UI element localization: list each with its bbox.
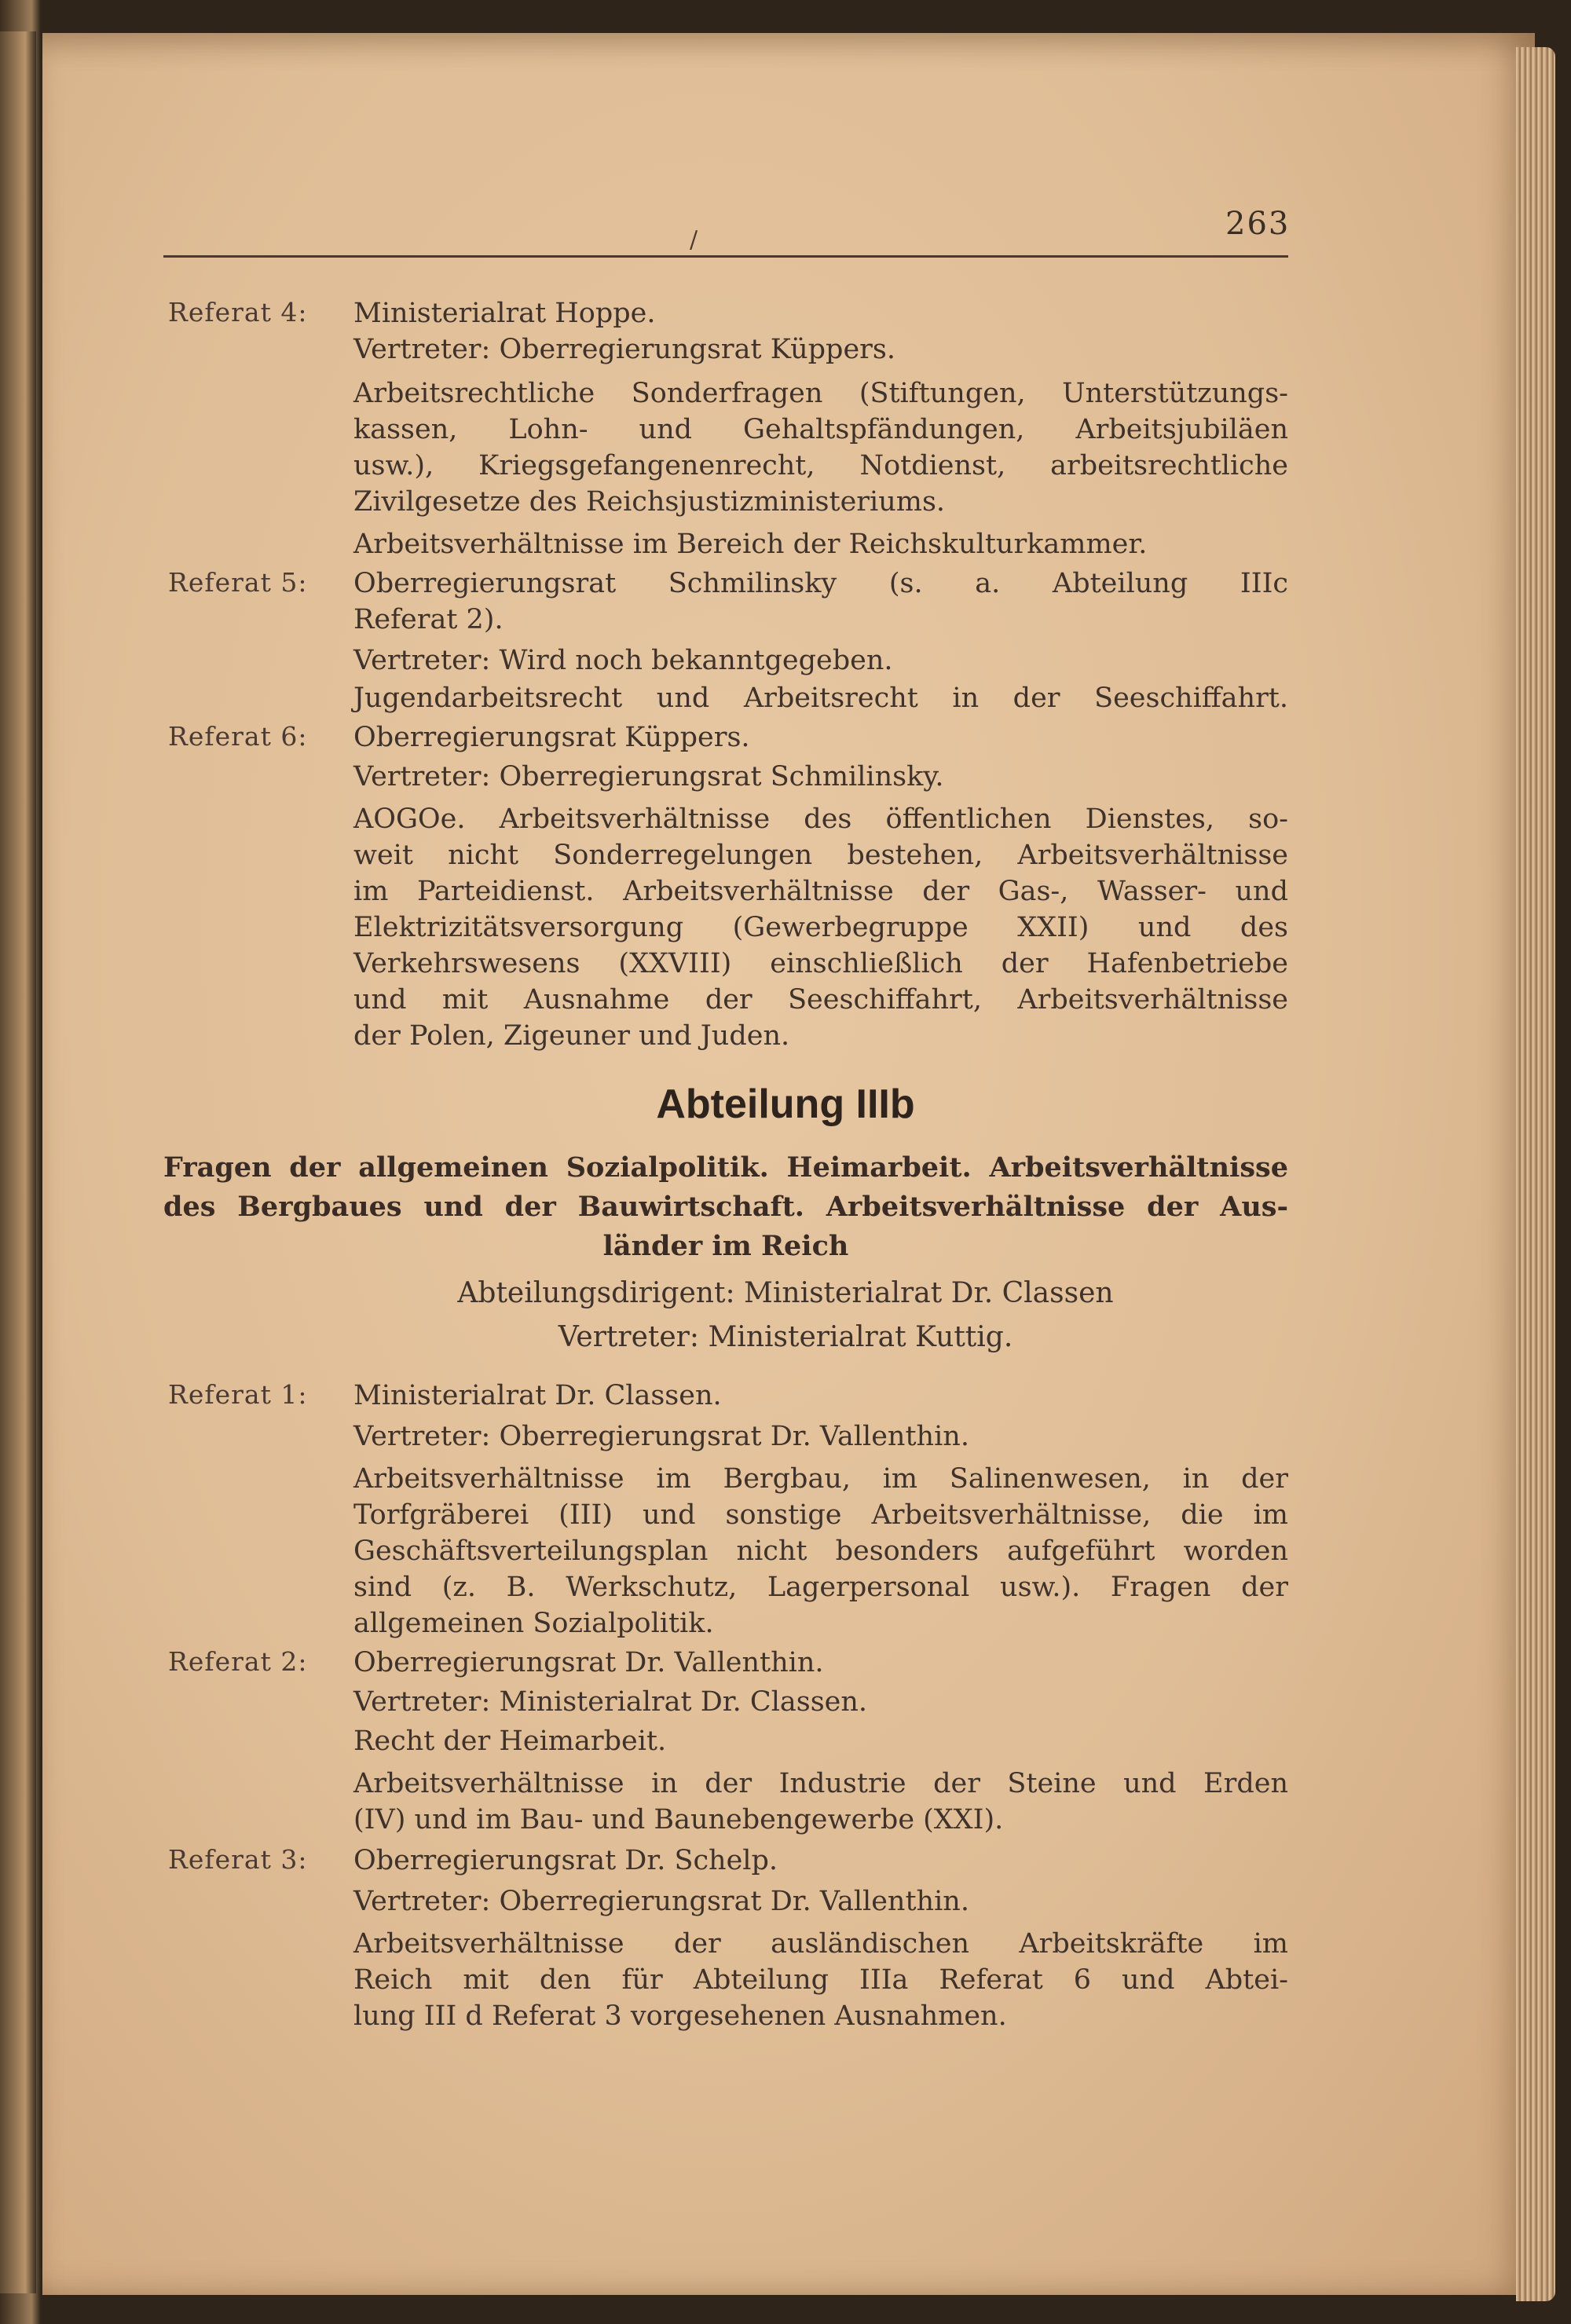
section-subtitle-line: des Bergbaues und der Bauwirtschaft. Arbeitsverhältnisse der Aus- bbox=[163, 1191, 1288, 1223]
text-line: Jugendarbeitsrecht und Arbeitsrecht in der Seeschiffahrt. bbox=[353, 683, 1288, 714]
text-line: Geschäftsverteilungsplan nicht besonders aufgeführt worden bbox=[353, 1535, 1288, 1567]
text-line: AOGOe. Arbeitsverhältnisse des öffentlichen Dienstes, so- bbox=[353, 803, 1288, 835]
referat-label: Referat 1: bbox=[168, 1379, 308, 1410]
referat-label: Referat 3: bbox=[168, 1844, 308, 1875]
text-line: Vertreter: Oberregierungsrat Dr. Vallenthin. bbox=[353, 1886, 969, 1917]
section-heading: Abteilung IIIb bbox=[656, 1081, 915, 1127]
text-line: Recht der Heimarbeit. bbox=[353, 1726, 667, 1757]
department-deputy: Vertreter: Ministerialrat Kuttig. bbox=[558, 1321, 1013, 1353]
referat-label: Referat 5: bbox=[168, 567, 308, 598]
text-line: Arbeitsrechtliche Sonderfragen (Stiftungen, Unterstützungs- bbox=[353, 378, 1288, 409]
text-line: Zivilgesetze des Reichsjustizministeriums. bbox=[353, 486, 946, 518]
text-line: Vertreter: Wird noch bekanntgegeben. bbox=[353, 645, 893, 676]
rule-mark: / bbox=[690, 226, 698, 254]
text-line: (IV) und im Bau- und Baunebengewerbe (XXI). bbox=[353, 1804, 1004, 1835]
text-line: Oberregierungsrat Küppers. bbox=[353, 722, 750, 753]
text-line: Vertreter: Oberregierungsrat Schmilinsky. bbox=[353, 761, 944, 792]
text-line: im Parteidienst. Arbeitsverhältnisse der Gas-, Wasser- und bbox=[353, 876, 1288, 907]
referat-label: Referat 4: bbox=[168, 297, 308, 328]
text-line: Oberregierungsrat Dr. Vallenthin. bbox=[353, 1647, 824, 1678]
text-line: Elektrizitätsversorgung (Gewerbegruppe XXII) und des bbox=[353, 912, 1288, 943]
header-rule bbox=[163, 255, 1288, 258]
text-line: Arbeitsverhältnisse im Bereich der Reichskulturkammer. bbox=[353, 529, 1148, 560]
text-line: und mit Ausnahme der Seeschiffahrt, Arbeitsverhältnisse bbox=[353, 984, 1288, 1016]
text-line: lung III d Referat 3 vorgesehenen Ausnahmen. bbox=[353, 2000, 1007, 2032]
referat-label: Referat 6: bbox=[168, 721, 308, 752]
text-line: Vertreter: Oberregierungsrat Küppers. bbox=[353, 334, 895, 365]
text-line: Oberregierungsrat Schmilinsky (s. a. Abteilung IIIc bbox=[353, 568, 1288, 599]
text-line: der Polen, Zigeuner und Juden. bbox=[353, 1020, 790, 1052]
section-subtitle-line: Fragen der allgemeinen Sozialpolitik. Heimarbeit. Arbeitsverhältnisse bbox=[163, 1151, 1288, 1184]
text-line: usw.), Kriegsgefangenenrecht, Notdienst, arbeitsrechtliche bbox=[353, 450, 1288, 481]
text-line: Arbeitsverhältnisse im Bergbau, im Salinenwesen, in der bbox=[353, 1463, 1288, 1495]
text-line: Ministerialrat Hoppe. bbox=[353, 298, 656, 329]
section-subtitle-line: länder im Reich bbox=[602, 1230, 849, 1262]
text-line: Reich mit den für Abteilung IIIa Referat 6 und Abtei- bbox=[353, 1964, 1288, 1996]
text-line: Ministerialrat Dr. Classen. bbox=[353, 1380, 722, 1411]
text-line: allgemeinen Sozialpolitik. bbox=[353, 1608, 714, 1639]
text-line: Referat 2). bbox=[353, 604, 504, 635]
text-line: kassen, Lohn- und Gehaltspfändungen, Arbeitsjubiläen bbox=[353, 414, 1288, 445]
text-line: Vertreter: Ministerialrat Dr. Classen. bbox=[353, 1686, 868, 1718]
text-line: Oberregierungsrat Dr. Schelp. bbox=[353, 1845, 778, 1876]
text-line: sind (z. B. Werkschutz, Lagerpersonal usw.). Fragen der bbox=[353, 1572, 1288, 1603]
text-line: Torfgräberei (III) und sonstige Arbeitsverhältnisse, die im bbox=[353, 1499, 1288, 1531]
text-line: Verkehrswesens (XXVIII) einschließlich der Hafenbetriebe bbox=[353, 948, 1288, 979]
department-head: Abteilungsdirigent: Ministerialrat Dr. Classen bbox=[457, 1277, 1114, 1309]
text-line: Arbeitsverhältnisse in der Industrie der Steine und Erden bbox=[353, 1768, 1288, 1799]
page-number: 263 bbox=[1225, 206, 1291, 242]
text-line: Vertreter: Oberregierungsrat Dr. Vallenthin. bbox=[353, 1421, 969, 1452]
text-line: weit nicht Sonderregelungen bestehen, Arbeitsverhältnisse bbox=[353, 840, 1288, 871]
referat-label: Referat 2: bbox=[168, 1646, 308, 1677]
text-line: Arbeitsverhältnisse der ausländischen Arbeitskräfte im bbox=[353, 1928, 1288, 1960]
